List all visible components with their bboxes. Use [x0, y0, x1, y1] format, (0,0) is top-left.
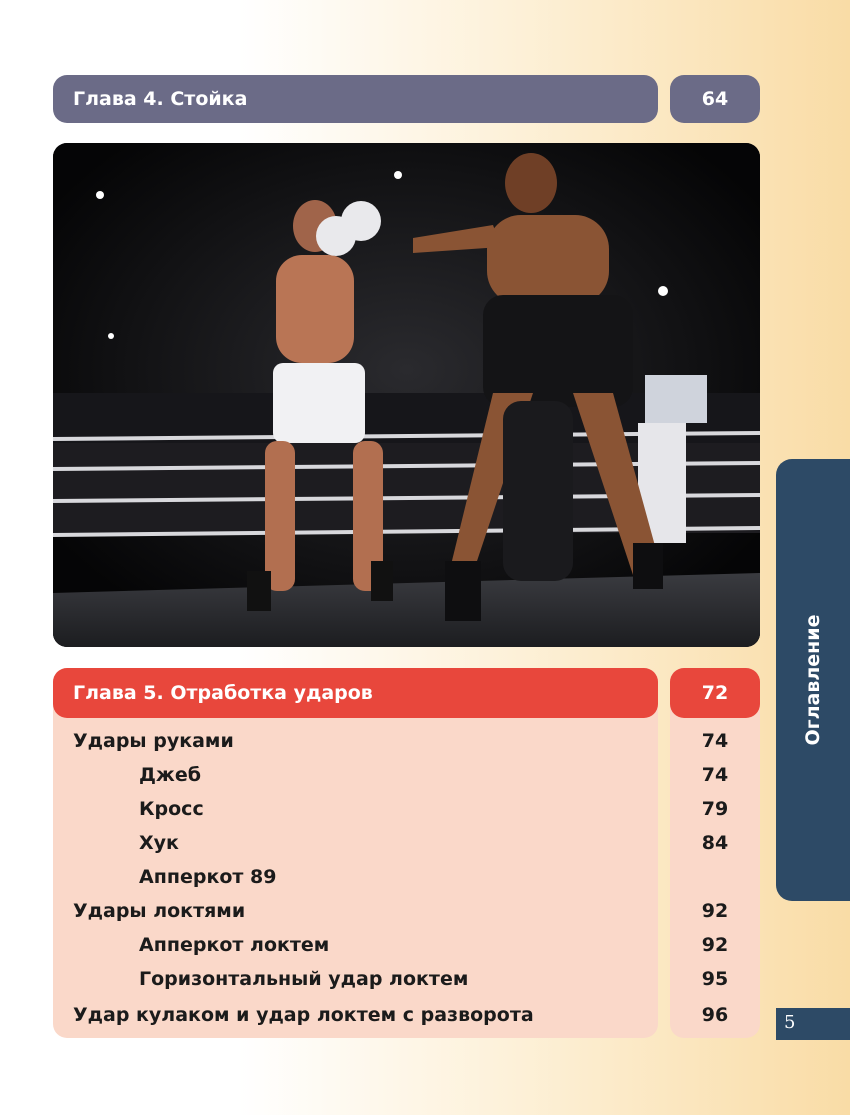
- chapter-4-title: Глава 4. Стойка: [73, 88, 248, 110]
- chapter-5-title: Глава 5. Отработка ударов: [73, 682, 373, 704]
- toc-entry[interactable]: [53, 764, 760, 794]
- toc-entry[interactable]: [53, 798, 760, 828]
- toc-entry-label: Удар кулаком и удар локтем с разворота: [73, 1004, 534, 1026]
- toc-entry[interactable]: [53, 1004, 760, 1034]
- toc-entry-page: 84: [701, 832, 729, 854]
- chapter-5-page: 72: [701, 682, 729, 704]
- toc-entry-label: Апперкот 89: [139, 866, 277, 888]
- side-tab-label: Оглавление: [802, 614, 824, 746]
- toc-entry-page: 96: [701, 1004, 729, 1026]
- toc-entry[interactable]: [53, 832, 760, 862]
- page-number-box: [776, 1008, 850, 1040]
- muay-thai-photo: [53, 143, 760, 647]
- toc-entry-label: Удары руками: [73, 730, 234, 752]
- chapter-4-page-box[interactable]: [670, 75, 760, 123]
- toc-entry-label: Горизонтальный удар локтем: [139, 968, 469, 990]
- page-number: 5: [784, 1012, 796, 1033]
- toc-entry[interactable]: [53, 968, 760, 998]
- toc-entry-page: 74: [701, 730, 729, 752]
- toc-entry-label: Джеб: [139, 764, 201, 786]
- toc-entry[interactable]: [53, 900, 760, 930]
- chapter-5-page-box[interactable]: [670, 668, 760, 718]
- toc-entry-label: Апперкот локтем: [139, 934, 330, 956]
- toc-entry[interactable]: [53, 934, 760, 964]
- toc-entry-label: Хук: [139, 832, 179, 854]
- chapter-4-page: 64: [701, 88, 729, 110]
- toc-entry[interactable]: [53, 866, 760, 896]
- chapter-4-title-bar[interactable]: [53, 75, 658, 123]
- toc-entry-label: Удары локтями: [73, 900, 246, 922]
- chapter-5-title-bar[interactable]: [53, 668, 658, 718]
- toc-entry-page: 79: [701, 798, 729, 820]
- toc-entry-page: 74: [701, 764, 729, 786]
- toc-entry[interactable]: [53, 730, 760, 760]
- toc-entry-page: 92: [701, 934, 729, 956]
- toc-entry-page: 95: [701, 968, 729, 990]
- toc-entry-page: 92: [701, 900, 729, 922]
- side-tab[interactable]: [776, 459, 850, 901]
- toc-entry-label: Кросс: [139, 798, 204, 820]
